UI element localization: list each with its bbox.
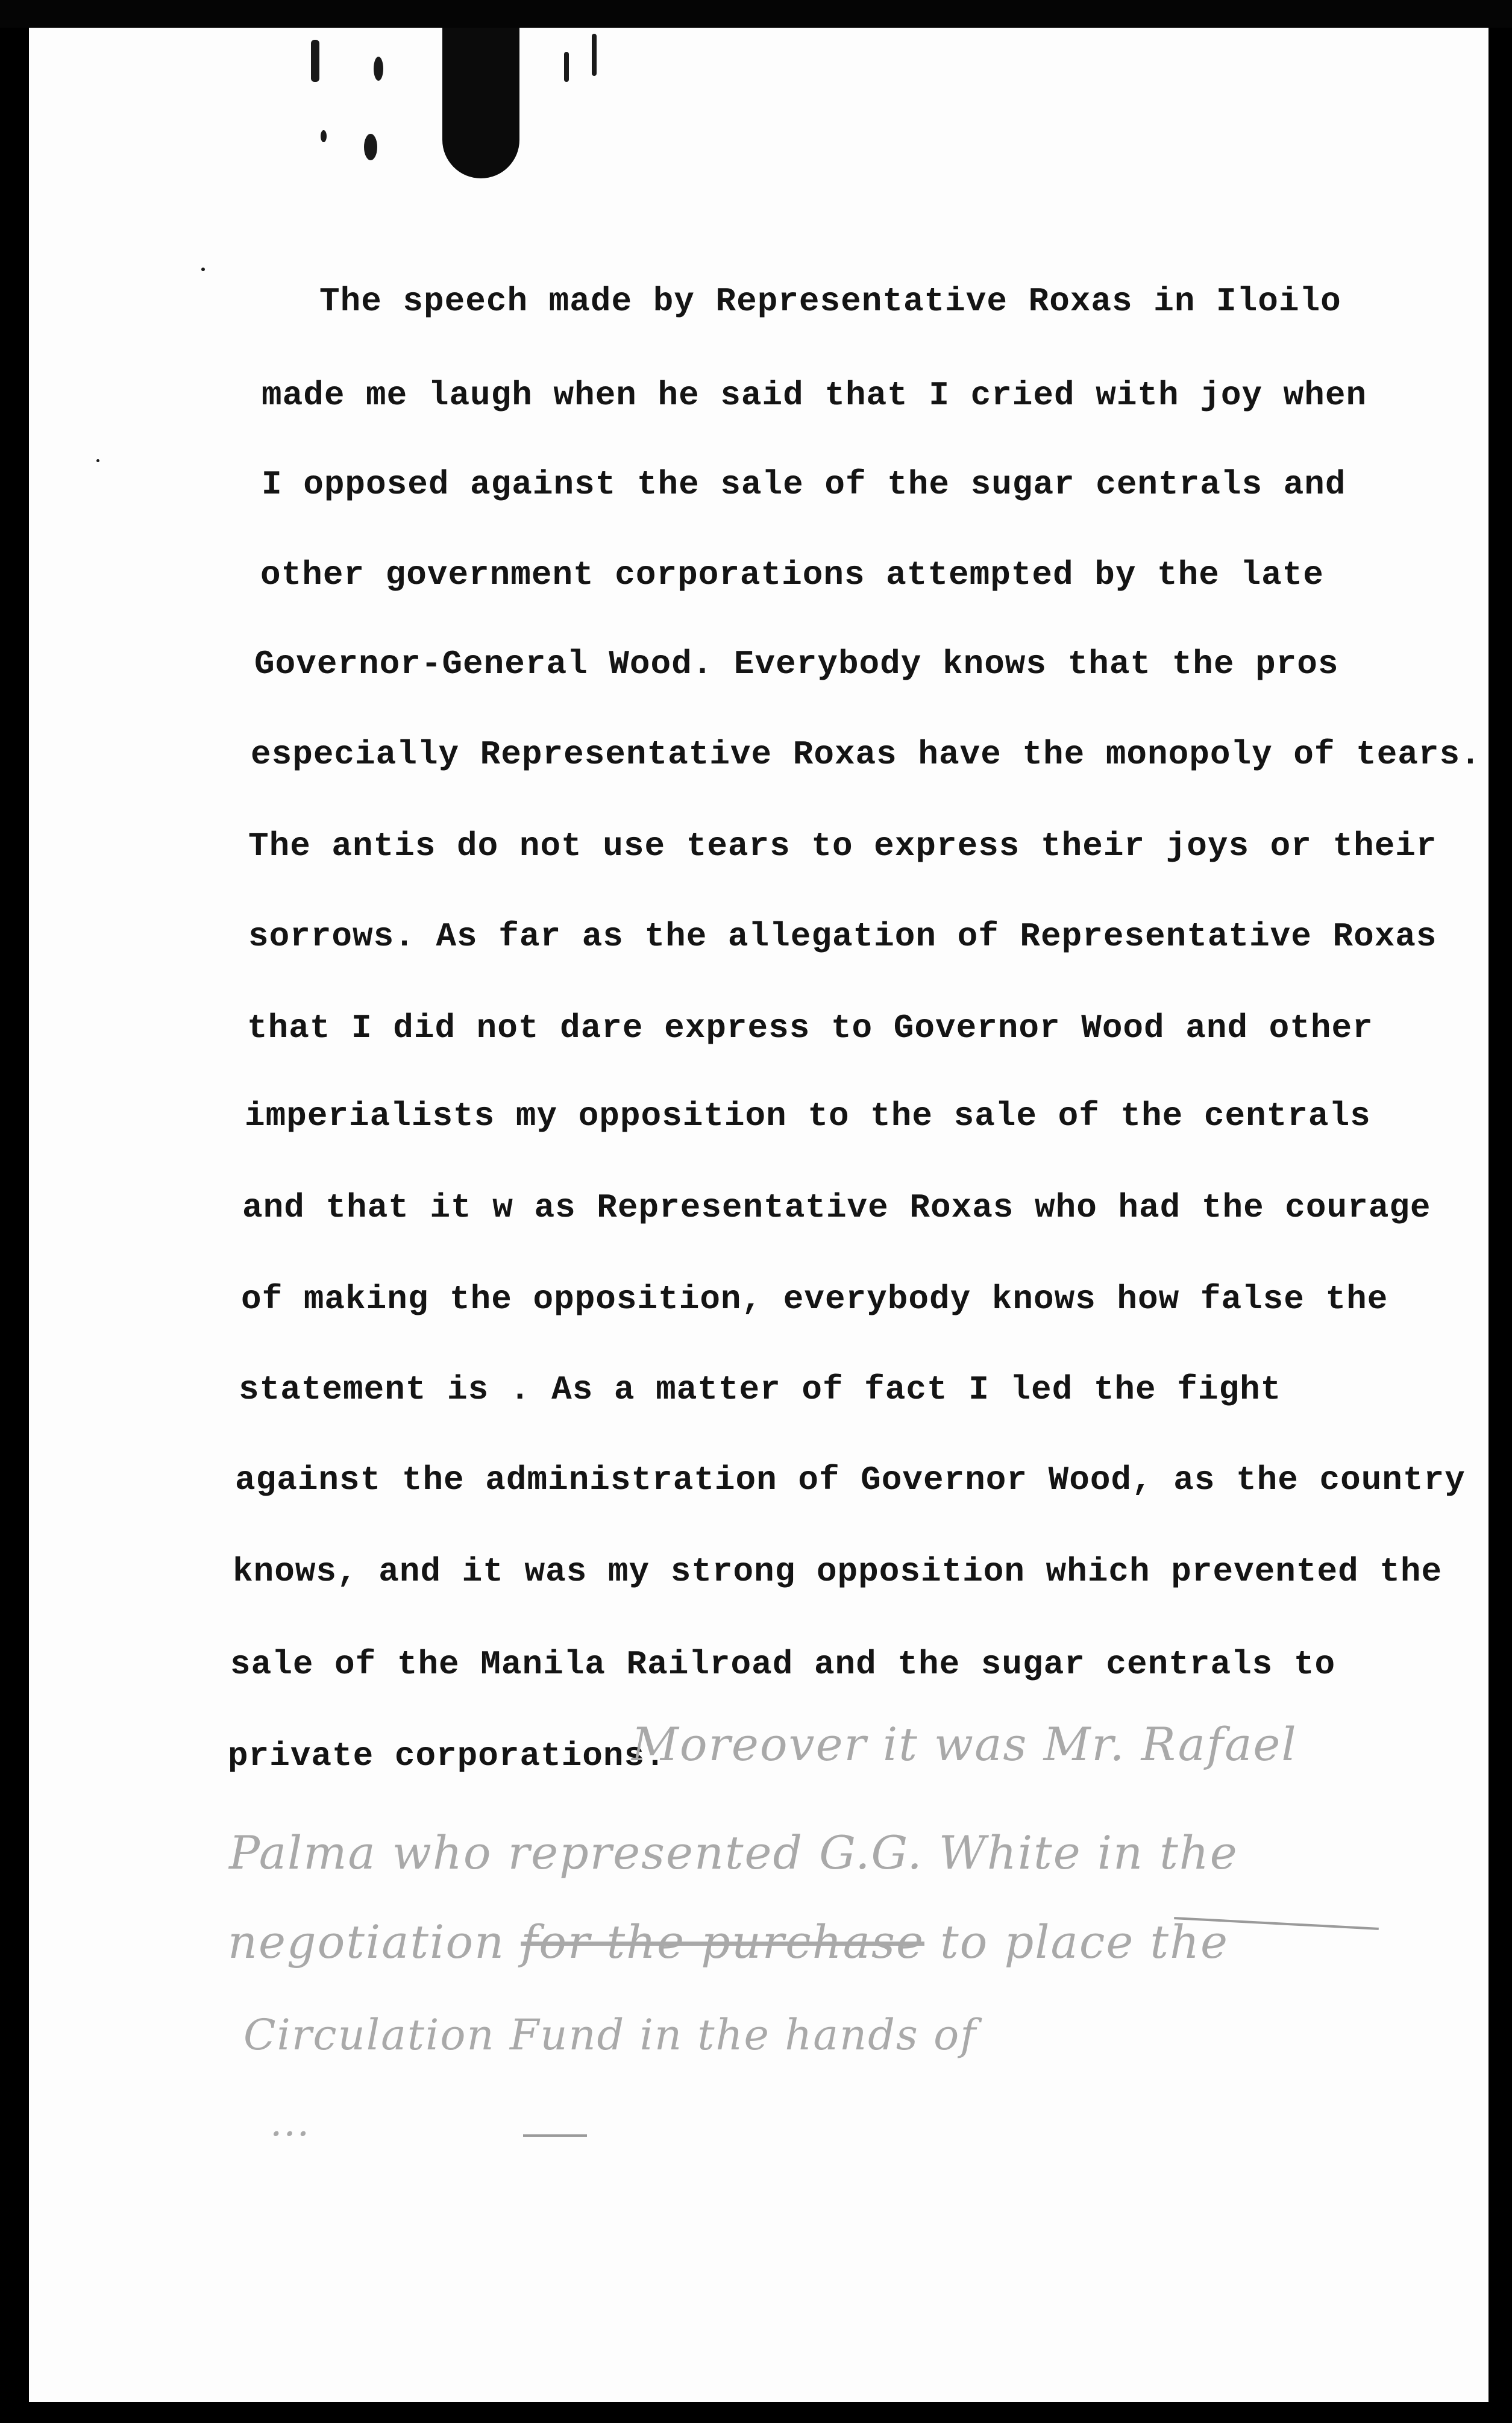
typed-line: Governor-General Wood. Everybody knows that the pros	[254, 645, 1339, 683]
typed-line: against the administration of Governor Wood, as the country	[235, 1461, 1466, 1499]
typed-line: private corporations.	[228, 1737, 666, 1775]
typed-line: made me laugh when he said that I cried with joy when	[262, 376, 1367, 415]
typed-line: The antis do not use tears to express their joys or their	[248, 827, 1437, 865]
typed-line: imperialists my opposition to the sale of the centrals	[245, 1097, 1371, 1135]
handwritten-struck-text: for the purchase	[521, 1915, 924, 1969]
handwritten-note-line: Circulation Fund in the hands of	[243, 2010, 977, 2060]
typed-line: of making the opposition, everybody knows how false the	[241, 1280, 1388, 1318]
document-page	[29, 28, 1488, 2402]
pencil-dash	[523, 2134, 587, 2137]
handwritten-note-line: Palma who represented G.G. White in the	[229, 1826, 1238, 1879]
typed-line: especially Representative Roxas have the monopoly of tears.	[251, 735, 1481, 774]
scan-border-top	[0, 0, 1512, 28]
typed-line: that I did not dare express to Governor Wood and other	[247, 1009, 1373, 1047]
scan-speck	[96, 459, 99, 462]
typed-line: I opposed against the sale of the sugar centrals and	[262, 465, 1346, 504]
handwritten-note-text: negotiation	[228, 1915, 506, 1969]
typed-line: and that it w as Representative Roxas who had the courage	[242, 1188, 1431, 1227]
scan-speck	[321, 130, 327, 142]
typed-line: other government corporations attempted by the late	[260, 556, 1324, 594]
typed-line: sorrows. As far as the allegation of Representative Roxas	[248, 917, 1437, 956]
scan-speck	[311, 40, 319, 82]
ink-blot-artifact	[442, 28, 519, 178]
scan-speck	[374, 57, 383, 81]
handwritten-note-line: ...	[270, 2101, 311, 2145]
scan-speck	[564, 52, 569, 82]
scan-speck	[201, 268, 205, 271]
handwritten-note-line	[228, 1915, 1229, 1969]
typed-line: statement is . As a matter of fact I led the fight	[239, 1370, 1282, 1409]
handwritten-note-text: to place the	[940, 1915, 1229, 1969]
scan-speck	[592, 34, 597, 76]
handwritten-note-line: Moreover it was Mr. Rafael	[632, 1717, 1297, 1771]
scan-speck	[364, 134, 377, 160]
typed-line: The speech made by Representative Roxas in Iloilo	[319, 282, 1341, 321]
typed-line: knows, and it was my strong opposition which prevented the	[233, 1552, 1443, 1591]
typed-line: sale of the Manila Railroad and the sugar centrals to	[230, 1645, 1336, 1684]
